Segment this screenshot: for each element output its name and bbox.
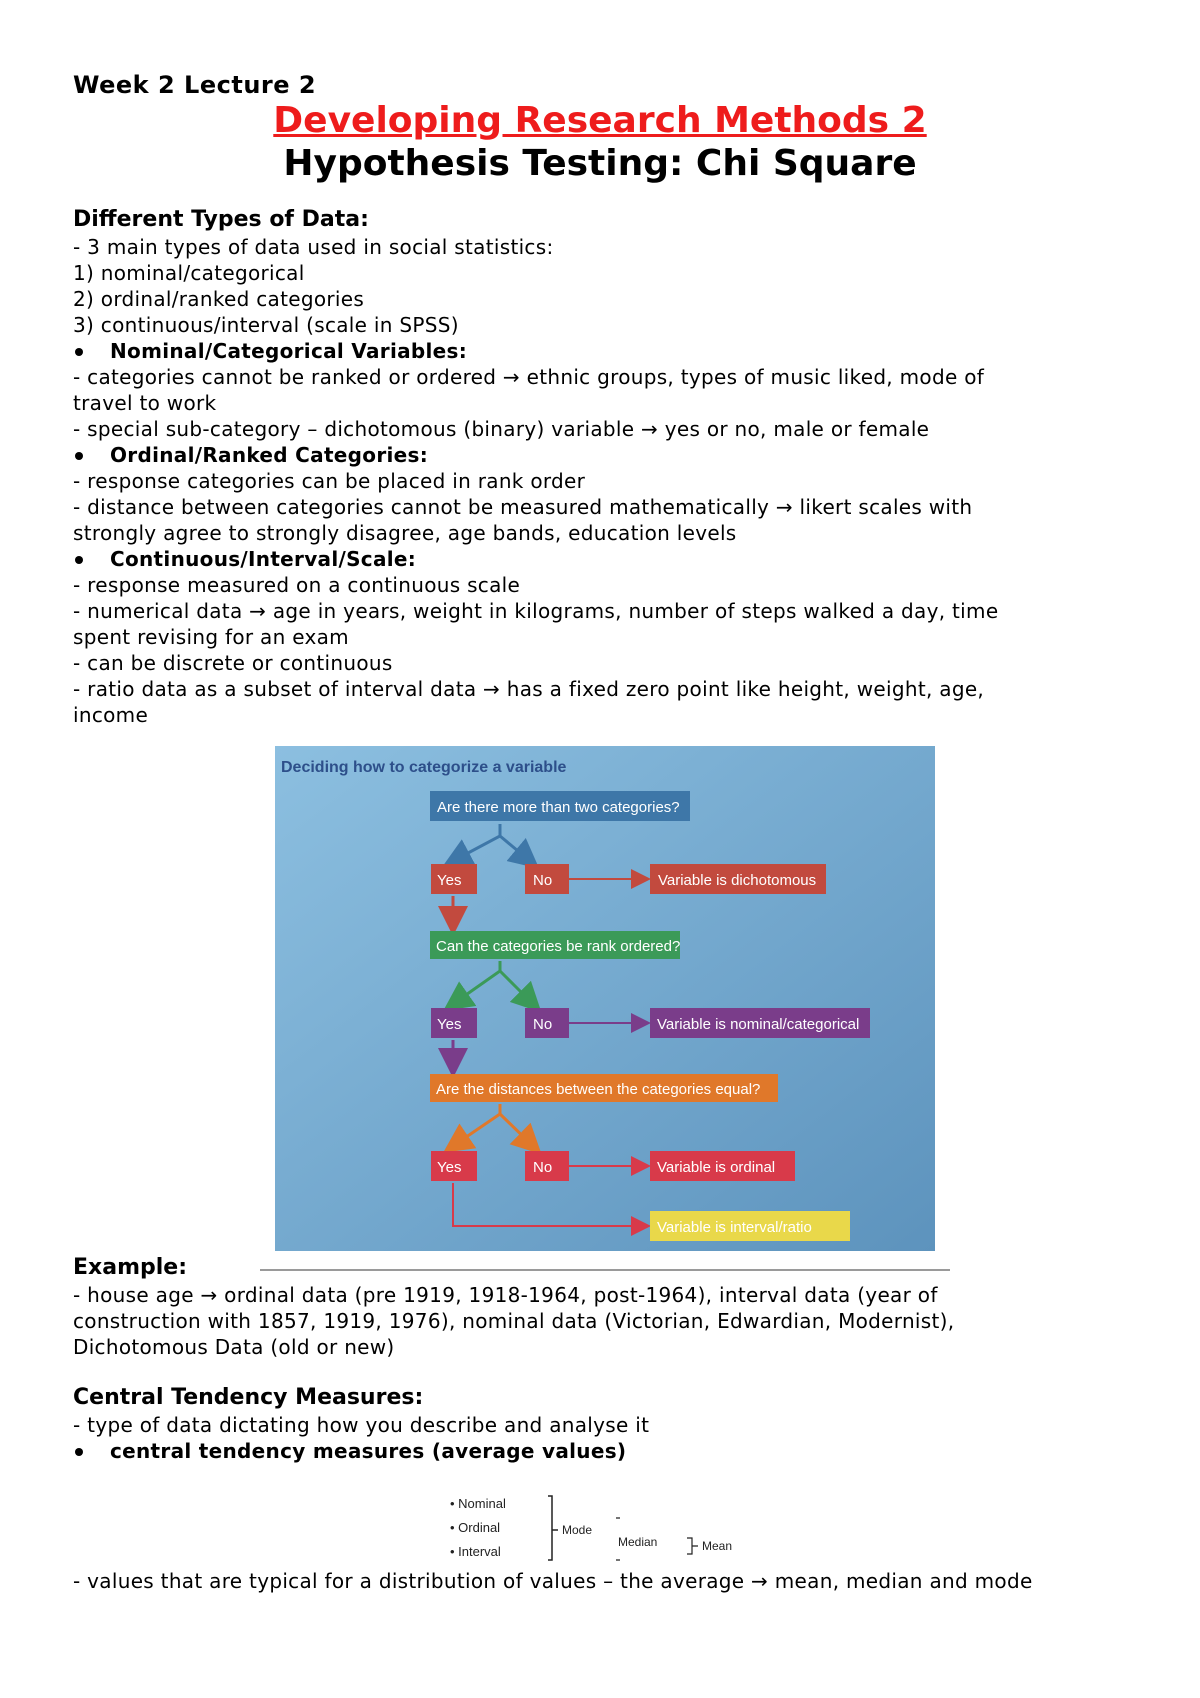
flowchart-title: Deciding how to categorize a variable [281,759,567,776]
nominal-line: travel to work [73,391,217,415]
types-line: 3) continuous/interval (scale in SPSS) [73,313,459,337]
yes-label: Yes [437,1159,462,1176]
bullet-dot [75,452,83,460]
diagram-mode: Mode [562,1523,593,1537]
bracket [548,1496,552,1560]
continuous-line: - ratio data as a subset of interval data → has a fixed zero point like height, weight, age, [73,677,985,701]
nominal-line: - categories cannot be ranked or ordered → ethnic groups, types of music liked, mode of [73,365,985,389]
bullet-dot [75,1448,83,1456]
yes-label: Yes [437,872,462,889]
diagram-item: • Nominal [450,1496,506,1511]
types-line: 2) ordinal/ranked categories [73,287,365,311]
bullet-dot [75,348,83,356]
result-text: Variable is nominal/categorical [657,1016,860,1033]
diagram-median: Median [618,1535,658,1549]
yes-label: Yes [437,1016,462,1033]
example-line: construction with 1857, 1919, 1976), nominal data (Victorian, Edwardian, Modernist), [73,1309,955,1333]
central-tendency-diagram [440,1488,760,1568]
diagram-item: • Ordinal [450,1520,501,1535]
central-heading: Central Tendency Measures: [73,1385,424,1410]
result-text: Variable is dichotomous [658,872,817,889]
example-line: Dichotomous Data (old or new) [73,1335,395,1359]
ordinal-heading [73,442,1133,468]
example-line: - house age → ordinal data (pre 1919, 1918-1964, post-1964), interval data (year of [73,1283,938,1307]
example-heading: Example: [73,1255,187,1280]
central-line: - type of data dictating how you describe and analyse it [73,1413,650,1437]
no-label: No [533,1016,553,1033]
types-heading: Different Types of Data: [73,207,369,232]
central-bullet-text: central tendency measures (average values) [110,1439,627,1463]
continuous-line: - response measured on a continuous scale [73,573,521,597]
horizontal-rule [260,1269,950,1271]
diagram-mean: Mean [702,1539,733,1553]
continuous-heading [73,546,1133,572]
document-page [73,70,1133,728]
question-text: Are there more than two categories? [437,799,680,816]
no-label: No [533,1159,553,1176]
flowchart-figure [275,746,935,1251]
result-text: Variable is ordinal [657,1159,776,1176]
types-line: 1) nominal/categorical [73,261,305,285]
final-line: - values that are typical for a distribution of values – the average → mean, median and mode [73,1569,1033,1593]
no-label: No [533,872,553,889]
course-title: Developing Research Methods 2 [273,100,927,141]
question-text: Are the distances between the categories equal? [436,1081,761,1098]
ordinal-line: strongly agree to strongly disagree, age bands, education levels [73,521,737,545]
nominal-heading-text: Nominal/Categorical Variables: [110,339,468,363]
week-label: Week 2 Lecture 2 [73,71,317,99]
final-line-block [73,1568,1133,1594]
continuous-heading-text: Continuous/Interval/Scale: [110,547,417,571]
topic-title: Hypothesis Testing: Chi Square [283,143,917,184]
continuous-line: income [73,703,149,727]
question-text: Can the categories be rank ordered? [436,938,681,955]
continuous-line: spent revising for an exam [73,625,349,649]
nominal-heading [73,338,1133,364]
central-bullet [73,1438,1133,1464]
result-text: Variable is interval/ratio [657,1219,812,1236]
bracket [687,1538,698,1554]
example-section [73,1254,1133,1464]
types-line: - 3 main types of data used in social statistics: [73,235,554,259]
bullet-dot [75,556,83,564]
flowchart-background [275,746,935,1251]
ordinal-line: - response categories can be placed in rank order [73,469,586,493]
diagram-item: • Interval [450,1544,501,1559]
continuous-line: - can be discrete or continuous [73,651,393,675]
ordinal-line: - distance between categories cannot be measured mathematically → likert scales with [73,495,973,519]
nominal-line: - special sub-category – dichotomous (binary) variable → yes or no, male or female [73,417,930,441]
ordinal-heading-text: Ordinal/Ranked Categories: [110,443,429,467]
continuous-line: - numerical data → age in years, weight in kilograms, number of steps walked a day, time [73,599,999,623]
